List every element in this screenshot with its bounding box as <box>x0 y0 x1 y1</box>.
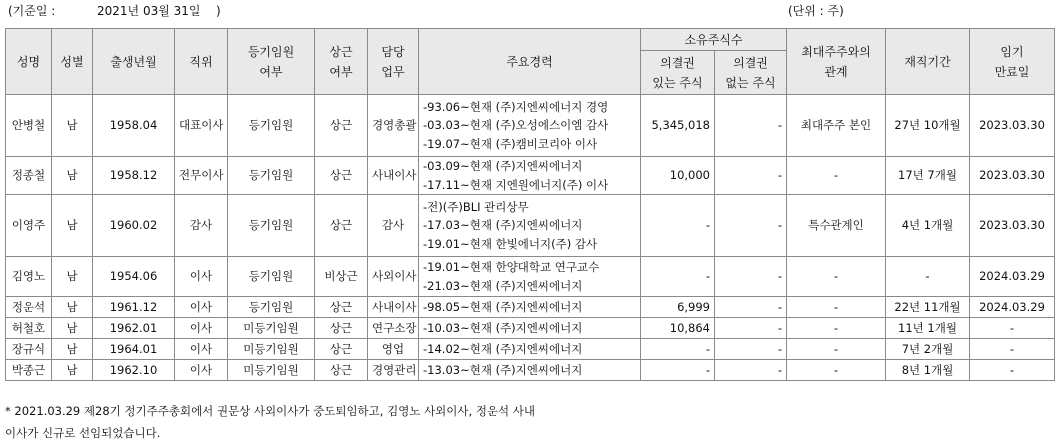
career-line: -98.05~현재 (주)지엔씨에너지 <box>423 299 583 314</box>
cell-registered: 미등기임원 <box>228 360 315 381</box>
cell-registered: 미등기임원 <box>228 318 315 339</box>
cell-position: 전무이사 <box>175 157 228 195</box>
cell-relation: - <box>787 157 886 195</box>
cell-tenure: 8년 1개월 <box>886 360 970 381</box>
cell-fulltime: 상근 <box>315 195 368 257</box>
header-career: 주요경력 <box>419 29 641 95</box>
cell-career <box>419 339 641 360</box>
cell-gender: 남 <box>52 360 93 381</box>
cell-nonvoting-shares: - <box>715 297 787 318</box>
cell-relation: - <box>787 257 886 297</box>
cell-nonvoting-shares: - <box>715 195 787 257</box>
cell-birth: 1958.04 <box>93 95 175 157</box>
cell-position: 이사 <box>175 318 228 339</box>
cell-voting-shares: - <box>641 339 715 360</box>
cell-registered: 등기임원 <box>228 157 315 195</box>
header-relation: 최대주주와의 관계 <box>787 29 886 95</box>
cell-registered: 등기임원 <box>228 257 315 297</box>
cell-duty: 연구소장 <box>368 318 419 339</box>
cell-registered: 미등기임원 <box>228 339 315 360</box>
footnote-line-2: 이사가 신규로 선임되었습니다. <box>5 426 161 440</box>
cell-career <box>419 318 641 339</box>
cell-name: 정운석 <box>6 297 52 318</box>
cell-fulltime: 상근 <box>315 339 368 360</box>
cell-birth: 1958.12 <box>93 157 175 195</box>
cell-name: 이영주 <box>6 195 52 257</box>
career-line: -전)(주)BLI 관리상무 <box>423 199 529 214</box>
cell-term: - <box>970 318 1055 339</box>
career-line: -10.03~현재 (주)지엔씨에너지 <box>423 320 583 335</box>
cell-tenure: 7년 2개월 <box>886 339 970 360</box>
header-term: 임기 만료일 <box>970 29 1055 95</box>
career-line: -93.06~현재 (주)지엔씨에너지 경영 <box>423 99 609 114</box>
table-row <box>6 297 1055 318</box>
cell-name: 허철호 <box>6 318 52 339</box>
base-date-close: ) <box>216 4 221 18</box>
cell-gender: 남 <box>52 339 93 360</box>
cell-duty: 경영총괄 <box>368 95 419 157</box>
cell-tenure: 11년 1개월 <box>886 318 970 339</box>
cell-duty: 영업 <box>368 339 419 360</box>
cell-duty: 경영관리 <box>368 360 419 381</box>
cell-birth: 1960.02 <box>93 195 175 257</box>
header-fulltime: 상근 여부 <box>315 29 368 95</box>
cell-gender: 남 <box>52 195 93 257</box>
header-nonvoting-shares: 의결권 없는 주식 <box>715 51 787 95</box>
career-line: -19.07~현재 (주)캠비코리아 이사 <box>423 136 598 151</box>
header-duty: 담당 업무 <box>368 29 419 95</box>
cell-name: 안병철 <box>6 95 52 157</box>
cell-gender: 남 <box>52 297 93 318</box>
cell-birth: 1954.06 <box>93 257 175 297</box>
cell-nonvoting-shares: - <box>715 360 787 381</box>
table-row <box>6 257 1055 297</box>
cell-registered: 등기임원 <box>228 297 315 318</box>
career-line: -14.02~현재 (주)지엔씨에너지 <box>423 341 583 356</box>
cell-voting-shares: - <box>641 360 715 381</box>
cell-voting-shares: 6,999 <box>641 297 715 318</box>
cell-career <box>419 360 641 381</box>
cell-fulltime: 상근 <box>315 157 368 195</box>
header-tenure: 재직기간 <box>886 29 970 95</box>
cell-voting-shares: 10,000 <box>641 157 715 195</box>
header-shares-group: 소유주식수 <box>641 29 787 51</box>
table-row <box>6 195 1055 257</box>
cell-position: 감사 <box>175 195 228 257</box>
career-line: -03.09~현재 (주)지엔씨에너지 <box>423 159 583 173</box>
cell-name: 정종철 <box>6 157 52 195</box>
cell-voting-shares: - <box>641 195 715 257</box>
cell-relation: 특수관계인 <box>787 195 886 257</box>
cell-term: 2024.03.29 <box>970 297 1055 318</box>
table-row <box>6 157 1055 195</box>
cell-term: 2023.03.30 <box>970 157 1055 195</box>
career-line: -17.11~현재 지엔원에너지(주) 이사 <box>423 177 609 192</box>
cell-term: 2023.03.30 <box>970 195 1055 257</box>
cell-duty: 사외이사 <box>368 257 419 297</box>
header-gender: 성별 <box>52 29 93 95</box>
career-line: -21.03~현재 (주)지엔씨에너지 <box>423 278 583 293</box>
cell-position: 대표이사 <box>175 95 228 157</box>
cell-duty: 사내이사 <box>368 297 419 318</box>
cell-relation: - <box>787 297 886 318</box>
cell-voting-shares: - <box>641 257 715 297</box>
career-line: -17.03~현재 (주)지엔씨에너지 <box>423 218 583 233</box>
cell-nonvoting-shares: - <box>715 95 787 157</box>
cell-registered: 등기임원 <box>228 95 315 157</box>
cell-relation: - <box>787 318 886 339</box>
cell-birth: 1962.10 <box>93 360 175 381</box>
cell-gender: 남 <box>52 95 93 157</box>
table-body <box>6 95 1055 381</box>
header-position: 직위 <box>175 29 228 95</box>
header-registered: 등기임원 여부 <box>228 29 315 95</box>
cell-nonvoting-shares: - <box>715 157 787 195</box>
cell-relation: 최대주주 본인 <box>787 95 886 157</box>
cell-position: 이사 <box>175 257 228 297</box>
cell-tenure: 17년 7개월 <box>886 157 970 195</box>
cell-position: 이사 <box>175 360 228 381</box>
cell-position: 이사 <box>175 339 228 360</box>
cell-name: 박종근 <box>6 360 52 381</box>
cell-voting-shares: 10,864 <box>641 318 715 339</box>
career-line: -03.03~현재 (주)오성에스이엠 감사 <box>423 118 609 133</box>
base-date-value: 2021년 03월 31일 <box>97 4 201 18</box>
cell-term: - <box>970 339 1055 360</box>
cell-name: 김영노 <box>6 257 52 297</box>
footnote-line-1: * 2021.03.29 제28기 정기주주총회에서 권문상 사외이사가 중도퇴임하고, 김영노 사외이사, 정운석 사내 <box>5 404 536 418</box>
base-date-label: (기준일 : <box>8 4 56 18</box>
cell-relation: - <box>787 339 886 360</box>
cell-birth: 1962.01 <box>93 318 175 339</box>
career-line: -19.01~현재 한빛에너지(주) 감사 <box>423 236 598 251</box>
cell-position: 이사 <box>175 297 228 318</box>
cell-career <box>419 195 641 257</box>
cell-gender: 남 <box>52 318 93 339</box>
cell-term: - <box>970 360 1055 381</box>
cell-tenure: 22년 11개월 <box>886 297 970 318</box>
cell-tenure: 4년 1개월 <box>886 195 970 257</box>
table-row <box>6 95 1055 157</box>
header-voting-shares: 의결권 있는 주식 <box>641 51 715 95</box>
header-birth: 출생년월 <box>93 29 175 95</box>
table-row <box>6 360 1055 381</box>
cell-registered: 등기임원 <box>228 195 315 257</box>
cell-birth: 1961.12 <box>93 297 175 318</box>
cell-nonvoting-shares: - <box>715 318 787 339</box>
career-line: -13.03~현재 (주)지엔씨에너지 <box>423 362 583 377</box>
table-row <box>6 339 1055 360</box>
cell-fulltime: 상근 <box>315 360 368 381</box>
cell-relation: - <box>787 360 886 381</box>
executives-table <box>5 28 1055 381</box>
cell-term: 2023.03.30 <box>970 95 1055 157</box>
cell-career <box>419 257 641 297</box>
cell-fulltime: 상근 <box>315 318 368 339</box>
cell-duty: 사내이사 <box>368 157 419 195</box>
header-name: 성명 <box>6 29 52 95</box>
cell-fulltime: 비상근 <box>315 257 368 297</box>
cell-gender: 남 <box>52 157 93 195</box>
cell-voting-shares: 5,345,018 <box>641 95 715 157</box>
cell-career <box>419 297 641 318</box>
cell-nonvoting-shares: - <box>715 339 787 360</box>
cell-tenure: - <box>886 257 970 297</box>
table-header <box>6 29 1055 95</box>
cell-career <box>419 157 641 195</box>
career-line: -19.01~현재 한양대학교 연구교수 <box>423 260 600 274</box>
cell-duty: 감사 <box>368 195 419 257</box>
cell-term: 2024.03.29 <box>970 257 1055 297</box>
cell-tenure: 27년 10개월 <box>886 95 970 157</box>
cell-fulltime: 상근 <box>315 297 368 318</box>
cell-name: 장규식 <box>6 339 52 360</box>
table-row <box>6 318 1055 339</box>
cell-fulltime: 상근 <box>315 95 368 157</box>
cell-gender: 남 <box>52 257 93 297</box>
unit-label: (단위 : 주) <box>788 4 844 18</box>
cell-birth: 1964.01 <box>93 339 175 360</box>
cell-nonvoting-shares: - <box>715 257 787 297</box>
cell-career <box>419 95 641 157</box>
